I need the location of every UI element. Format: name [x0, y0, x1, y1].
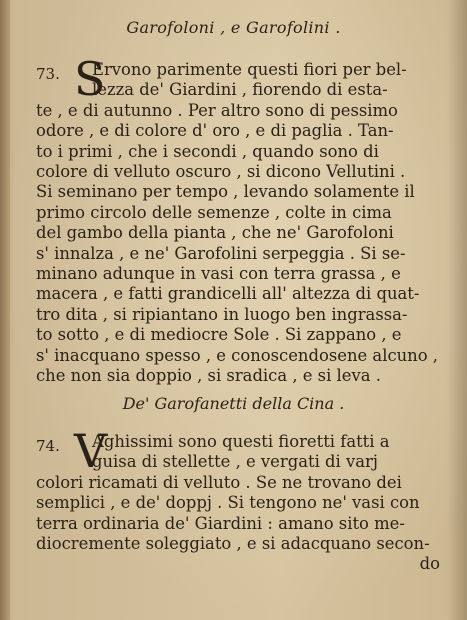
text-line: minano adunque in vasi con terra grassa , e [36, 264, 401, 284]
text-line: s' inacquano spesso , e conoscendosene alcuno , [36, 345, 439, 365]
section-number: 74. [36, 437, 60, 455]
text-line: diocremente soleggiato , e si adacquano secon- [36, 534, 430, 554]
catchword: do [419, 554, 440, 574]
page-gutter [0, 0, 10, 620]
running-head: Garofoloni , e Garofolini . [126, 18, 341, 37]
drop-cap: V [74, 424, 108, 478]
text-line: guisa di stellette , e vergati di varj [92, 452, 378, 472]
text-line: tro dita , si ripiantano in luogo ben ingrassa- [36, 304, 408, 324]
text-line: odore , e di colore d' oro , e di paglia . Tan- [36, 121, 394, 141]
section-73 [36, 52, 446, 387]
text-line: Ervono parimente questi fiori per bel- [92, 60, 407, 79]
drop-cap: S [74, 52, 106, 106]
text-line: semplici , e de' doppj . Si tengono ne' vasi con [36, 493, 420, 513]
text-line: te , e di autunno . Per altro sono di pessimo [36, 100, 398, 120]
text-line: Si seminano per tempo , levando solamente il [36, 182, 415, 202]
text-line: macera , e fatti grandicelli all' altezza di quat- [36, 284, 420, 304]
section-number: 73. [36, 65, 60, 83]
text-line: colori ricamati di velluto . Se ne trovano dei [36, 472, 402, 492]
text-line: terra ordinaria de' Giardini : amano sito me- [36, 513, 405, 533]
section-74 [36, 424, 446, 575]
text-line: to sotto , e di mediocre Sole . Si zappano , e [36, 325, 402, 345]
text-line: s' innalza , e ne' Garofolini serpeggia . Si se- [36, 243, 406, 263]
section-subheading: De' Garofanetti della Cina . [122, 394, 345, 413]
text-line: colore di velluto oscuro , si dicono Vellutini . [36, 162, 406, 182]
page-edge-shadow [447, 0, 467, 620]
text-line: che non sia doppio , si sradica , e si leva . [36, 366, 381, 386]
text-line: lezza de' Giardini , fiorendo di esta- [92, 80, 388, 100]
text-line: to i primi , che i secondi , quando sono di [36, 141, 379, 161]
text-line: del gambo della pianta , che ne' Garofoloni [36, 223, 394, 243]
text-line: Aghissimi sono questi fioretti fatti a [92, 432, 390, 451]
text-line: primo circolo delle semenze , colte in cima [36, 202, 392, 222]
